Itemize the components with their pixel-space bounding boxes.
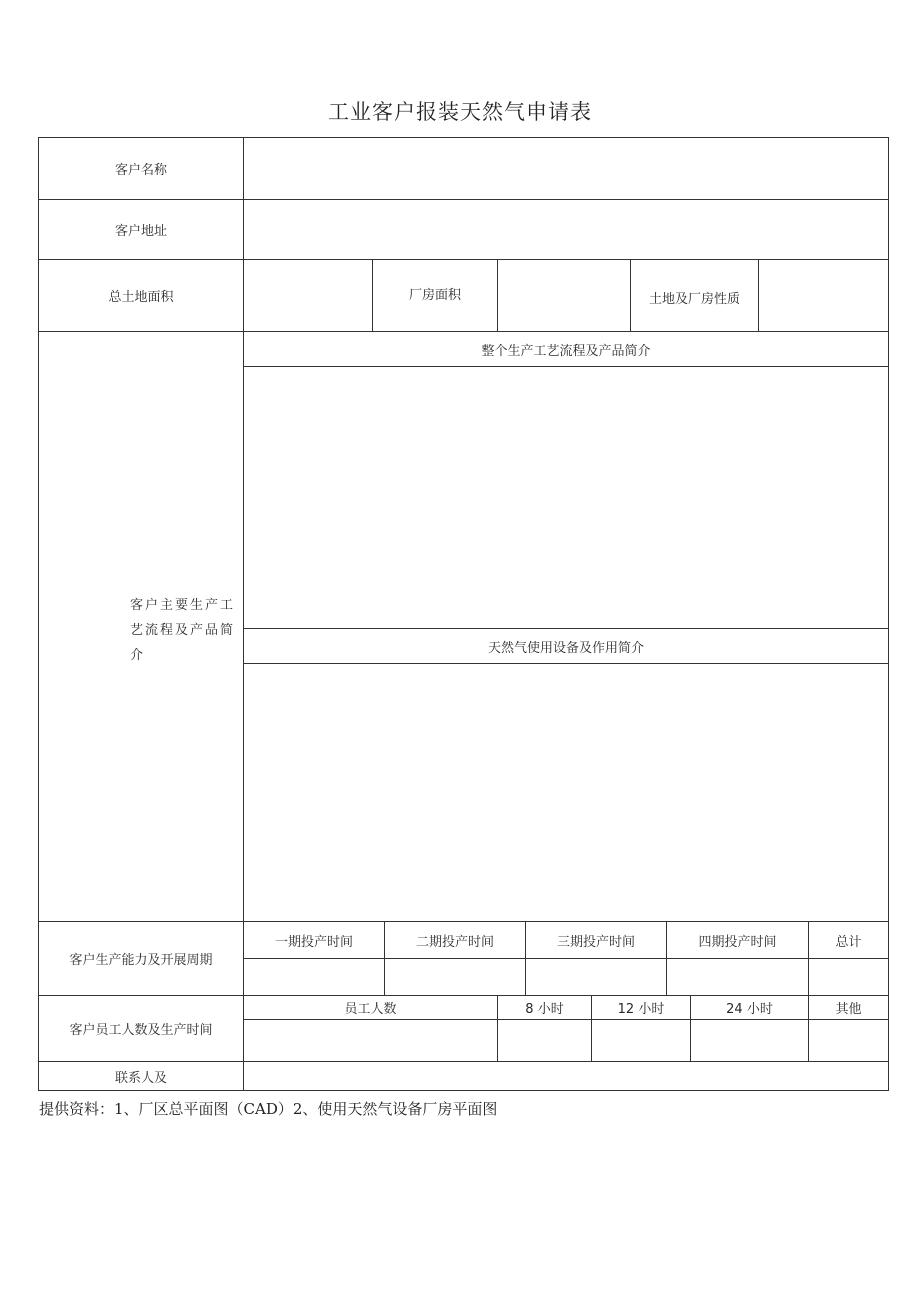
total-header: 总计: [835, 934, 862, 950]
phase-2-field[interactable]: [385, 959, 525, 995]
phase-2-header: 二期投产时间: [415, 934, 494, 950]
staff-label: 客户员工人数及生产时间: [69, 1023, 213, 1038]
phase-3-header: 三期投产时间: [556, 934, 635, 950]
customer-name-field[interactable]: [244, 138, 888, 199]
12-hour-field[interactable]: [592, 1020, 690, 1061]
required-documents-note: 提供资料：1、厂区总平面图（CAD）2、使用天然气设备厂房平面图: [39, 1100, 498, 1118]
12-hour-header: 12 小时: [617, 1002, 665, 1017]
equipment-description-field[interactable]: [244, 664, 888, 921]
customer-name-label: 客户名称: [114, 163, 167, 178]
phase-4-field[interactable]: [667, 959, 808, 995]
land-plant-nature-label: 土地及厂房性质: [648, 292, 740, 307]
other-field[interactable]: [809, 1020, 888, 1061]
plant-area-label: 厂房面积: [408, 288, 461, 303]
phase-4-header: 四期投产时间: [698, 934, 777, 950]
table-border-bottom: [38, 1090, 889, 1091]
form-title: 工业客户报装天然气申请表: [328, 100, 592, 124]
other-header: 其他: [835, 1002, 862, 1017]
equipment-section-title: 天然气使用设备及作用简介: [487, 640, 644, 656]
total-land-area-field[interactable]: [244, 260, 372, 331]
plant-area-field[interactable]: [498, 260, 630, 331]
process-label: 客户主要生产工艺流程及产品简介: [130, 598, 236, 663]
24-hour-field[interactable]: [691, 1020, 808, 1061]
customer-address-field[interactable]: [244, 200, 888, 259]
capacity-label: 客户生产能力及开展周期: [69, 953, 213, 968]
process-description-field[interactable]: [244, 367, 888, 628]
contact-field[interactable]: [244, 1062, 888, 1090]
customer-address-label: 客户地址: [114, 224, 167, 239]
staff-count-header: 员工人数: [344, 1002, 397, 1017]
total-land-area-label: 总土地面积: [108, 290, 174, 305]
total-field[interactable]: [809, 959, 888, 995]
process-section-title: 整个生产工艺流程及产品简介: [481, 343, 651, 359]
24-hour-header: 24 小时: [726, 1002, 773, 1017]
contact-label: 联系人及: [114, 1070, 167, 1086]
phase-1-header: 一期投产时间: [274, 934, 353, 950]
phase-1-field[interactable]: [244, 959, 384, 995]
staff-count-field[interactable]: [244, 1020, 497, 1061]
8-hour-header: 8 小时: [525, 1002, 564, 1017]
land-plant-nature-field[interactable]: [759, 260, 888, 331]
phase-3-field[interactable]: [526, 959, 666, 995]
8-hour-field[interactable]: [498, 1020, 591, 1061]
table-border-right: [888, 137, 889, 1091]
